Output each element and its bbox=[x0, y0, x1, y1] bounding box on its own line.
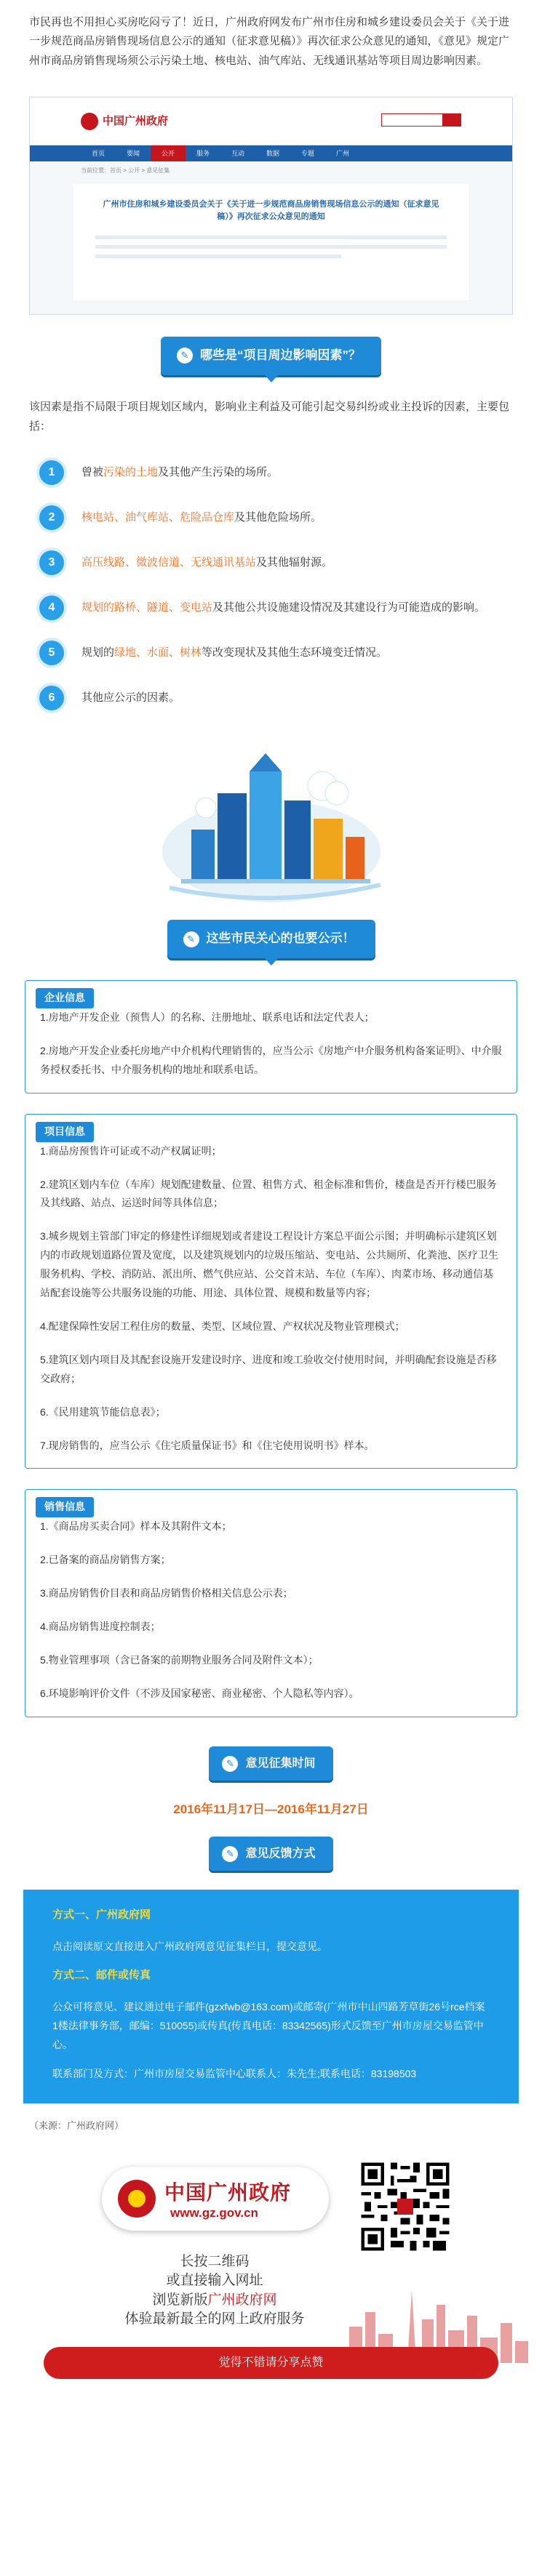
list-item-text: 曾被污染的土地及其他产生污染的场所。 bbox=[81, 466, 279, 479]
enterprise-item: 2.房地产开发企业委托房地产中介机构代理销售的，应当公示《房地产中介服务机构备案证明》、中介服务授权委托书、中介服务机构的地址和联系电话。 bbox=[40, 1044, 502, 1075]
logo-url: www.gz.gov.cn bbox=[170, 2205, 258, 2220]
screenshot-nav-item: 广州 bbox=[335, 149, 349, 157]
city-skyline-image bbox=[140, 742, 402, 910]
pen-icon: ✎ bbox=[222, 1756, 238, 1772]
footer-line4: 体验最新最全的网上政府服务 bbox=[124, 2311, 305, 2327]
list-item bbox=[29, 630, 513, 675]
placeholder-line bbox=[95, 245, 447, 249]
number-badge: 2 bbox=[39, 505, 64, 530]
screenshot-nav-item: 互动 bbox=[231, 149, 244, 157]
list-item-text: 规划的绿地、水面、树林等改变现状及其他生态环境变迁情况。 bbox=[81, 646, 388, 659]
placeholder-line bbox=[95, 236, 447, 239]
section3-header bbox=[0, 1746, 542, 1781]
section1-pill bbox=[161, 337, 381, 375]
project-info-tag: 项目信息 bbox=[36, 1122, 94, 1142]
section2-pill bbox=[167, 920, 375, 958]
footer-line1: 长按二维码 bbox=[180, 2253, 250, 2269]
screenshot-header bbox=[30, 97, 512, 145]
list-item bbox=[29, 540, 513, 585]
section2-heading: 这些市民关心的也要公示！ bbox=[206, 931, 355, 946]
list-item bbox=[29, 495, 513, 540]
screenshot-nav-item: 公开 bbox=[151, 145, 186, 161]
sales-info-tag: 销售信息 bbox=[36, 1497, 94, 1517]
pen-icon: ✎ bbox=[222, 1846, 238, 1862]
list-item bbox=[29, 585, 513, 630]
method2-text: 公众可将意见、建议通过电子邮件(gzxfwb@163.com)或邮寄(广州市中山四路芳草街26号rce档案1楼法律事务部，邮编：510055)或传真(传真电话：83342565)形式反馈至广州市房屋交易监管中心。 bbox=[52, 2000, 485, 2050]
project-item: 3.城乡规划主管部门审定的修建性详细规划或者建设工程设计方案总平面公示图；并明确标示建筑区划内的市政规划道路位置及宽度，以及建筑规划内的垃圾压缩站、变电站、公共厕所、化粪池、医疗卫生服务机构、学校、消防站、派出所、燃气供应站、公交首末站、车位（车库）、肉菜市场、移动通信基站配套设施等公共服务设施的功能、用途、具体位置、规模和数量等内容； bbox=[40, 1230, 498, 1299]
project-item: 1.商品房预售许可证或不动产权属证明； bbox=[40, 1144, 222, 1157]
sales-info-box bbox=[25, 1489, 517, 1717]
number-badge: 5 bbox=[39, 641, 64, 665]
collection-dates: 2016年11月17日—2016年11月27日 bbox=[173, 1802, 369, 1816]
footer-line3: 浏览新版广州政府网 bbox=[152, 2292, 277, 2308]
section2-header bbox=[0, 920, 542, 958]
project-item: 4.配建保障性安居工程住房的数量、类型、区域位置、产权状况及物业管理模式； bbox=[40, 1320, 405, 1332]
section4-heading: 意见反馈方式 bbox=[245, 1847, 316, 1860]
screenshot-site-name: 中国广州政府 bbox=[103, 114, 169, 127]
screenshot-nav-item: 要闻 bbox=[126, 149, 140, 157]
sales-item: 2.已备案的商品房销售方案； bbox=[40, 1554, 171, 1566]
source-note: （来源：广州政府网） bbox=[29, 2120, 124, 2132]
screenshot-nav bbox=[30, 145, 512, 161]
enterprise-info-tag: 企业信息 bbox=[36, 988, 94, 1008]
sales-item: 3.商品房销售价目表和商品房销售价格相关信息公示表； bbox=[40, 1587, 293, 1600]
project-item: 2.建筑区划内车位（车库）规划配建数量、位置、租售方式、租金标准和售价，楼盘是否开行楼巴服务及其线路、站点、运送时间等具体信息； bbox=[40, 1178, 497, 1209]
section4-pill bbox=[209, 1837, 332, 1871]
method1-title: 方式一、广州政府网 bbox=[52, 1909, 151, 1921]
section4-header bbox=[0, 1837, 542, 1871]
list-item-text: 规划的路桥、隧道、变电站及其他公共设施建设情况及其建设行为可能造成的影响。 bbox=[81, 601, 486, 614]
screenshot-article bbox=[73, 184, 469, 300]
logo-name: 中国广州政府 bbox=[164, 2180, 292, 2204]
intro-paragraph bbox=[29, 13, 513, 71]
feedback-panel bbox=[23, 1890, 519, 2103]
emblem-icon bbox=[118, 2180, 156, 2218]
section1-header bbox=[0, 337, 542, 375]
project-item: 7.现房销售的，应当公示《住宅质量保证书》和《住宅使用说明书》样本。 bbox=[40, 1439, 375, 1451]
number-badge: 3 bbox=[39, 550, 64, 575]
list-item bbox=[29, 675, 513, 721]
contact-info: 联系部门及方式：广州市房屋交易监管中心联系人：朱先生;联系电话：83198503 bbox=[52, 2067, 417, 2079]
pen-icon: ✎ bbox=[177, 348, 193, 364]
screenshot-logo bbox=[81, 112, 168, 131]
section1-paragraph: 该因素是指不局限于项目规划区域内，影响业主利益及可能引起交易纠纷或业主投诉的因素，主要包括： bbox=[29, 400, 510, 433]
screenshot-search-box bbox=[381, 113, 461, 127]
sales-item: 1.《商品房买卖合同》样本及其附件文本； bbox=[40, 1520, 232, 1533]
enterprise-item: 1.房地产开发企业（预售人）的名称、注册地址、联系电话和法定代表人； bbox=[40, 1011, 375, 1024]
qr-code-icon[interactable] bbox=[358, 2159, 453, 2254]
emblem-icon bbox=[81, 113, 98, 130]
section3-pill bbox=[209, 1746, 332, 1781]
factor-list bbox=[29, 450, 513, 721]
gov-site-screenshot bbox=[29, 97, 513, 315]
city-illustration bbox=[140, 742, 402, 910]
sales-item: 6.环境影响评价文件（不涉及国家秘密、商业秘密、个人隐私等内容）。 bbox=[40, 1687, 359, 1699]
project-item: 5.建筑区划内项目及其配套设施开发建设时序、进度和竣工验收交付使用时间，并明确配套设施是否移交政府； bbox=[40, 1353, 497, 1384]
sales-item: 5.物业管理事项（含已备案的前期物业服务合同及附件文本）； bbox=[40, 1653, 319, 1666]
intro-text: 市民再也不用担心买房吃闷亏了！近日，广州政府网发布广州市住房和城乡建设委员会关于《关于进一步规范商品房销售现场信息公示的通知（征求意见稿）》再次征求公众意见的通知，《意见》规定广州市商品房销售现场须公示污染土地、核电站、油气库站、无线通讯基站等项目周边影响因素。 bbox=[29, 16, 510, 67]
footer-promo bbox=[0, 2145, 542, 2407]
screenshot-nav-item: 专题 bbox=[300, 149, 314, 157]
share-like-bar[interactable]: 觉得不错请分享点赞 bbox=[44, 2347, 498, 2379]
number-badge: 4 bbox=[39, 595, 64, 620]
sales-item: 4.商品房销售进度控制表； bbox=[40, 1621, 161, 1633]
list-item-text: 高压线路、微波信道、无线通讯基站及其他辐射源。 bbox=[81, 556, 333, 569]
enterprise-info-box bbox=[25, 980, 517, 1094]
list-item-text: 核电站、油气库站、危险品仓库及其他危险场所。 bbox=[81, 511, 322, 524]
screenshot-breadcrumb: 当前位置：首页 > 公开 > 意见征集 bbox=[81, 166, 170, 174]
list-item bbox=[29, 450, 513, 495]
placeholder-line bbox=[95, 254, 341, 258]
project-item: 6.《民用建筑节能信息表》； bbox=[40, 1405, 166, 1418]
method1-text: 点击阅读原文直接进入广州政府网意见征集栏目，提交意见。 bbox=[52, 1940, 327, 1952]
section3-heading: 意见征集时间 bbox=[245, 1757, 316, 1770]
screenshot-nav-item: 首页 bbox=[91, 149, 105, 157]
section1-heading: 哪些是“项目周边影响因素”？ bbox=[200, 348, 361, 362]
search-icon bbox=[442, 113, 461, 127]
footer-text bbox=[95, 2252, 335, 2330]
footer-line2: 或直接输入网址 bbox=[166, 2273, 263, 2289]
list-item-text: 其他应公示的因素。 bbox=[81, 691, 180, 705]
screenshot-nav-item: 服务 bbox=[196, 149, 210, 157]
number-badge: 1 bbox=[39, 460, 64, 485]
method2-title: 方式二、邮件或传真 bbox=[52, 1969, 151, 1982]
screenshot-nav-item: 数据 bbox=[266, 149, 279, 157]
pen-icon: ✎ bbox=[183, 931, 199, 947]
number-badge: 6 bbox=[39, 686, 64, 710]
gz-gov-logo bbox=[102, 2167, 329, 2231]
screenshot-article-title: 广州市住房和城乡建设委员会关于《关于进一步规范商品房销售现场信息公示的通知（征求意见稿）》再次征求公众意见的通知 bbox=[103, 200, 439, 221]
project-info-box bbox=[25, 1114, 517, 1469]
